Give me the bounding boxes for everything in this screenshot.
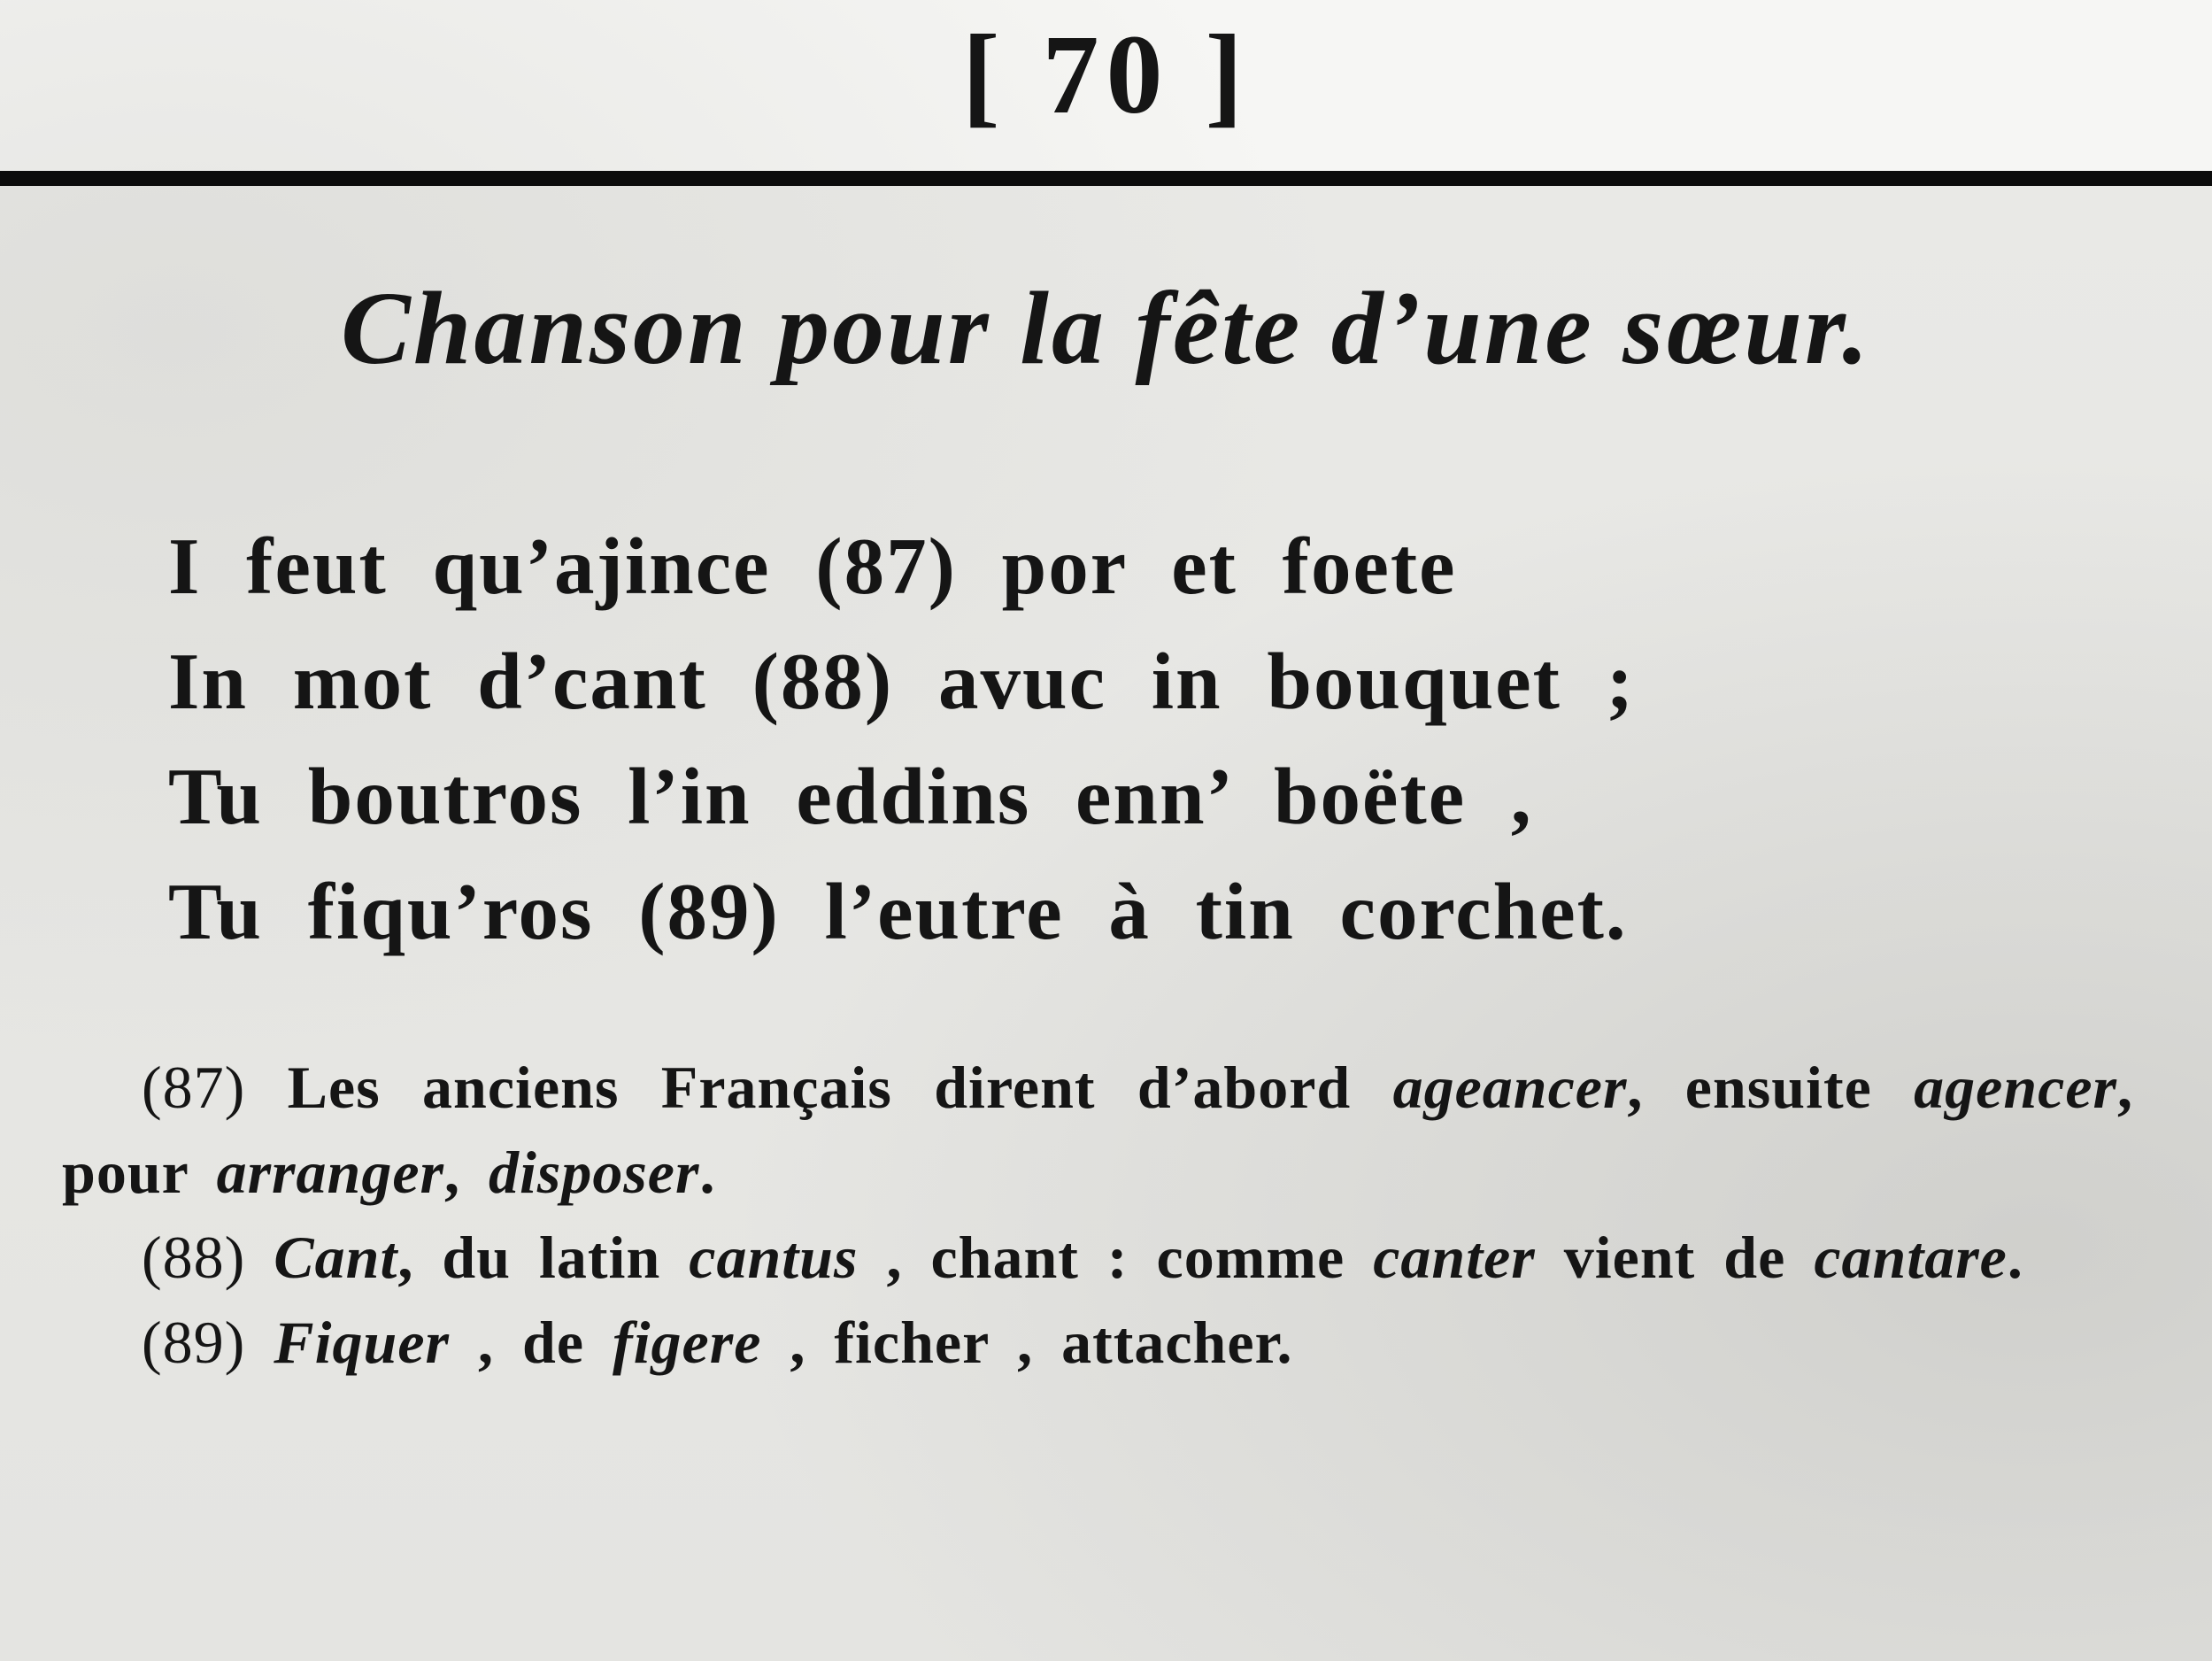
verse-line: In mot d’cant (88) avuc in bouquet ; [168, 637, 1636, 726]
verse-stanza [168, 509, 1635, 970]
footnote-term: figere [613, 1309, 762, 1376]
footnote-term: disposer [488, 1139, 700, 1206]
footnote-ref: (87) [142, 1054, 246, 1121]
footnote-text: , pour [62, 1054, 2133, 1206]
song-title: Chanson pour la fête d’une sœur. [341, 270, 1871, 386]
verse-line: I feut qu’ajince (87) por et foete [168, 521, 1457, 611]
footnote-text: , de [450, 1309, 613, 1376]
footnote-87 [62, 1045, 2133, 1215]
footnote-text: , [443, 1139, 489, 1206]
footnote-text: vient de [1535, 1224, 1815, 1291]
footnote-term: arranger [216, 1139, 444, 1206]
verse-line: Tu boutros l’in eddins enn’ boëte , [168, 752, 1533, 841]
footnote-text: , ficher , attacher. [761, 1309, 1293, 1376]
page-number: [ 70 ] [961, 12, 1251, 137]
footnote-88 [62, 1215, 2133, 1300]
footnote-89 [62, 1300, 2133, 1385]
footnote-text: Les anciens Français dirent d’abord [245, 1054, 1393, 1121]
footnote-term: agencer [1914, 1054, 2117, 1121]
footnote-text [245, 1224, 274, 1291]
footnote-ref: (88) [142, 1224, 246, 1291]
footnote-text: . [699, 1139, 716, 1206]
header-rule [0, 171, 2212, 186]
footnote-term: cantare [1814, 1224, 2008, 1291]
footnote-text [245, 1309, 274, 1376]
footnote-term: Fiquer [274, 1309, 451, 1376]
footnote-text: . [2007, 1224, 2023, 1291]
footnote-term: cantus [689, 1224, 859, 1291]
footnote-text: , ensuite [1627, 1054, 1915, 1121]
footnote-term: Cant [274, 1224, 398, 1291]
footnote-text: , chant : comme [858, 1224, 1374, 1291]
verse-line: Tu fiqu’ros (89) l’eutre à tin corchet. [168, 867, 1628, 956]
footnote-term: canter [1373, 1224, 1536, 1291]
footnotes [62, 1045, 2133, 1385]
footnote-term: ageancer [1392, 1054, 1628, 1121]
footnote-text: , du latin [397, 1224, 690, 1291]
footnote-ref: (89) [142, 1309, 246, 1376]
